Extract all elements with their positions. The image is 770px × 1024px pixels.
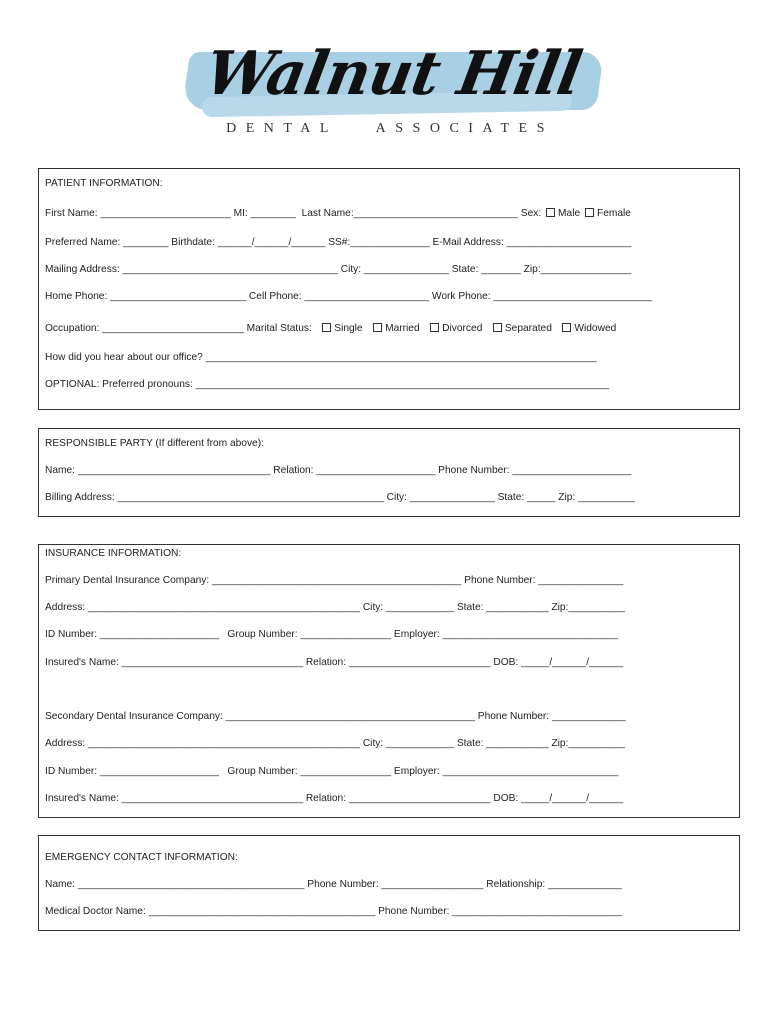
responsible-heading: RESPONSIBLE PARTY (If different from above): [45,438,264,449]
male-checkbox[interactable] [546,208,555,217]
patient-row-birth[interactable]: Preferred Name: ________ Birthdate: ______/______/______ SS#:______________ E-Mail Address: ______________________ [45,237,632,248]
primary-address-row[interactable]: Address: ________________________________________________ City: ____________ State: ___________ Zip:__________ [45,602,626,613]
occupation-field[interactable]: Occupation: _________________________ Marital Status: [45,323,312,334]
divorced-label: Divorced [442,323,483,334]
single-label: Single [334,323,363,334]
secondary-id-row[interactable]: ID Number: _____________________ Group Number: ________________ Employer: _______________________________ [45,766,619,777]
responsible-row-billing[interactable]: Billing Address: _______________________________________________ City: _______________ State: _____ Zip: __________ [45,492,635,503]
secondary-address-row[interactable]: Address: ________________________________________________ City: ____________ State: ___________ Zip:__________ [45,738,626,749]
patient-row-referral[interactable]: How did you hear about our office? _____________________________________________________________________ [45,352,597,363]
patient-row-name [45,207,631,220]
widowed-label: Widowed [574,323,617,334]
secondary-company-row[interactable]: Secondary Dental Insurance Company: ____________________________________________ Phone Number: _____________ [45,711,626,722]
patient-row-occupation [45,322,616,335]
logo-script-text: Walnut Hill [199,39,587,109]
widowed-checkbox[interactable] [562,323,571,332]
patient-row-pronouns[interactable]: OPTIONAL: Preferred pronouns: _________________________________________________________________________ [45,379,610,390]
responsible-row-name[interactable]: Name: __________________________________ Relation: _____________________ Phone Number: _____________________ [45,465,632,476]
patient-row-phones[interactable]: Home Phone: ________________________ Cell Phone: ______________________ Work Phone: ____________________________ [45,291,653,302]
married-checkbox[interactable] [373,323,382,332]
female-label: Female [596,208,631,219]
divorced-checkbox[interactable] [430,323,439,332]
married-label: Married [385,323,420,334]
patient-information-section [38,168,740,410]
primary-company-row[interactable]: Primary Dental Insurance Company: ____________________________________________ Phone Number: _______________ [45,575,624,586]
male-label: Male [558,208,581,219]
responsible-party-section [38,428,740,517]
secondary-insured-row[interactable]: Insured's Name: ________________________________ Relation: _________________________ DOB: _____/______/______ [45,793,624,804]
patient-heading: PATIENT INFORMATION: [45,178,163,189]
separated-checkbox[interactable] [493,323,502,332]
logo-subtitle: DENTAL ASSOCIATES [226,121,554,136]
walnut-hill-logo [0,0,770,150]
primary-id-row[interactable]: ID Number: _____________________ Group Number: ________________ Employer: _______________________________ [45,629,619,640]
emergency-contact-section [38,835,740,931]
female-checkbox[interactable] [585,208,594,217]
patient-row-address[interactable]: Mailing Address: ______________________________________ City: _______________ State: _______ Zip:________________ [45,264,632,275]
insurance-information-section [38,544,740,818]
emergency-row-doctor[interactable]: Medical Doctor Name: ________________________________________ Phone Number: ______________________________ [45,906,623,917]
single-checkbox[interactable] [322,323,331,332]
separated-label: Separated [504,323,552,334]
emergency-row-name[interactable]: Name: ________________________________________ Phone Number: __________________ Relationship: _____________ [45,879,622,890]
name-fields[interactable]: First Name: _______________________ MI: ________ Last Name:_____________________________ Sex: [45,208,542,219]
emergency-heading: EMERGENCY CONTACT INFORMATION: [45,852,238,863]
primary-insured-row[interactable]: Insured's Name: ________________________________ Relation: _________________________ DOB: _____/______/______ [45,657,624,668]
insurance-heading: INSURANCE INFORMATION: [45,548,182,559]
